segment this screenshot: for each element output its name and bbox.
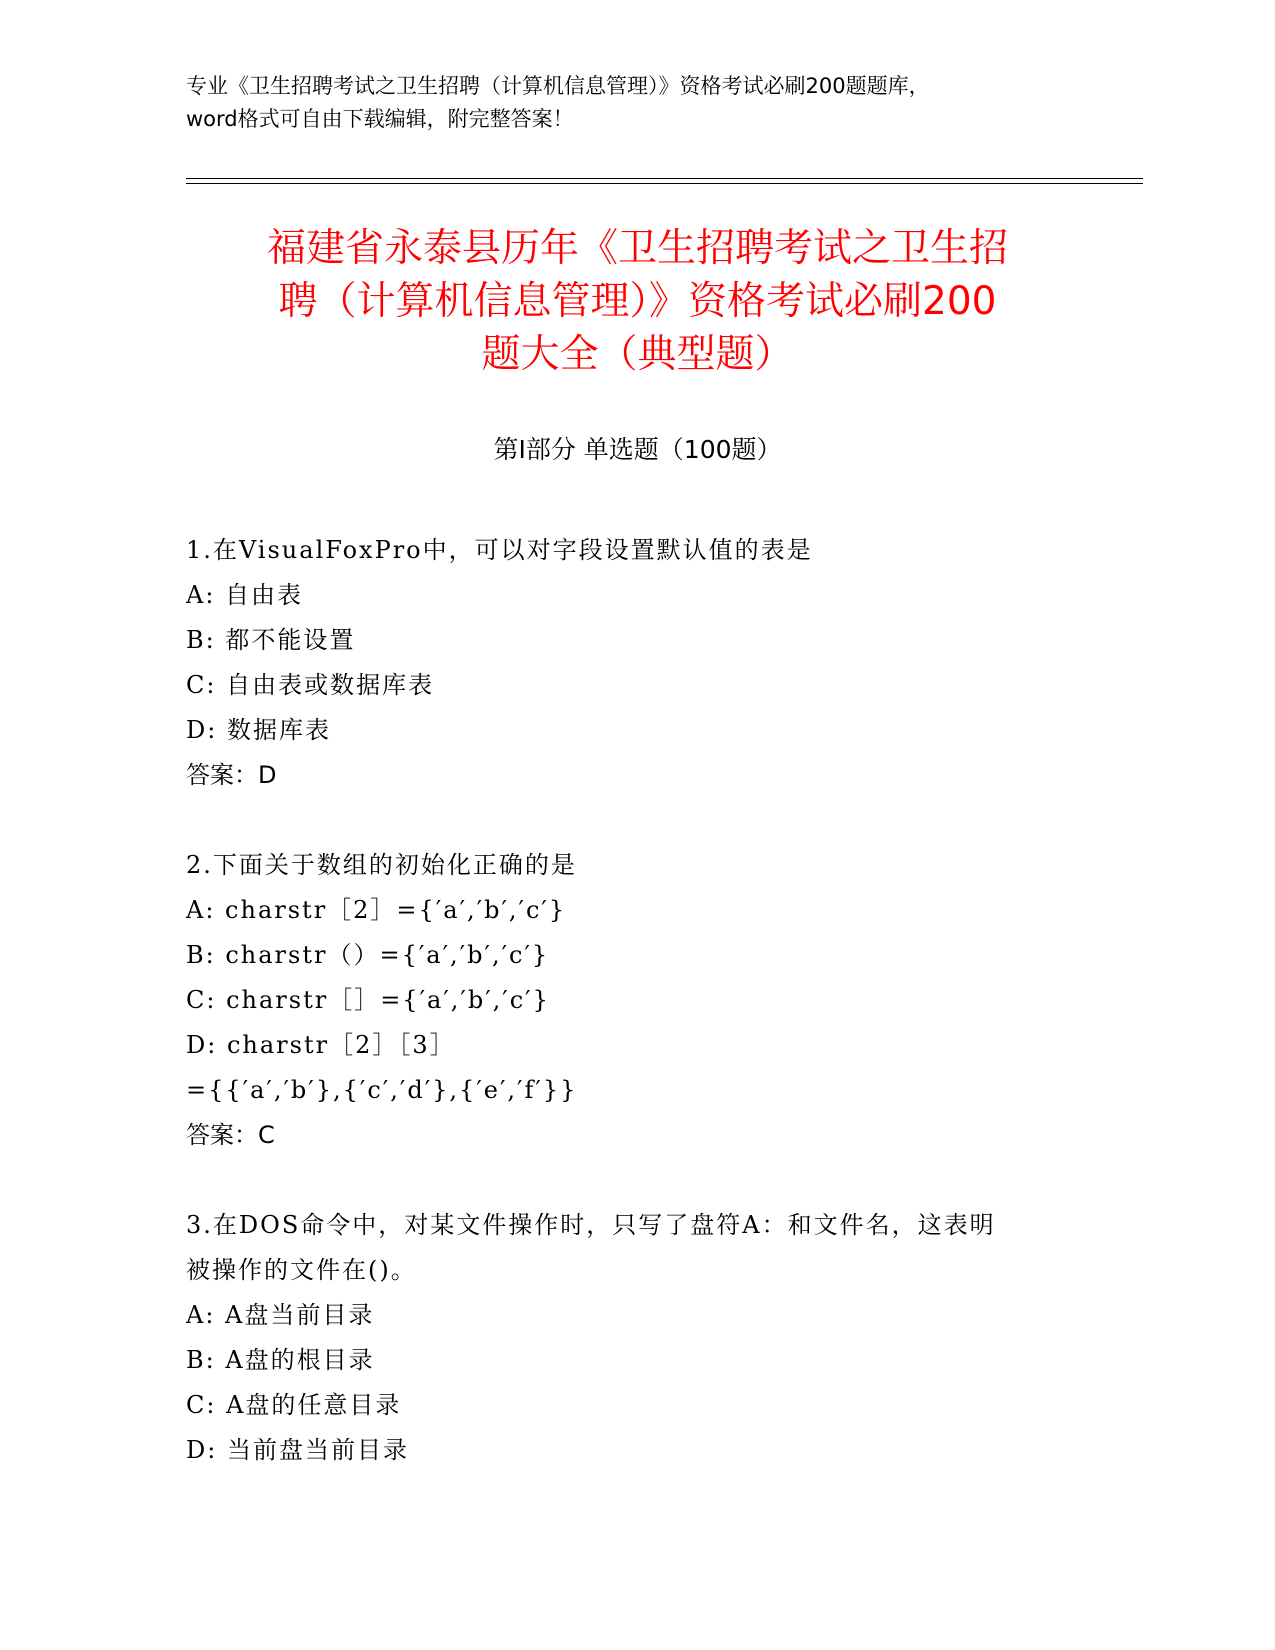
title-line-1: 福建省永泰县历年《卫生招聘考试之卫生招 <box>266 226 1008 271</box>
question-list <box>186 528 1086 1518</box>
option-c: C: 自由表或数据库表 <box>186 671 435 699</box>
header-line-2: word格式可自由下载编辑，附完整答案！ <box>186 107 574 131</box>
option-d-continued: ={{′a′,′b′},{′c′,′d′},{′e′,′f′}} <box>186 1076 578 1104</box>
question-stem: 2.下面关于数组的初始化正确的是 <box>186 851 577 879</box>
section-heading: 第Ⅰ部分 单选题（100题） <box>493 435 782 464</box>
question-1 <box>186 528 1086 798</box>
answer: 答案：D <box>186 761 277 789</box>
question-2 <box>186 843 1086 1158</box>
option-c: C: charstr［］={′a′,′b′,′c′} <box>186 986 550 1014</box>
answer: 答案：C <box>186 1121 275 1149</box>
option-a: A: A盘当前目录 <box>186 1301 375 1329</box>
header-divider-top <box>186 178 1143 179</box>
title-line-3: 题大全（典型题） <box>481 332 794 377</box>
option-d: D: 当前盘当前目录 <box>186 1436 409 1464</box>
option-a: A: 自由表 <box>186 581 304 609</box>
option-d: D: 数据库表 <box>186 716 331 744</box>
question-3 <box>186 1203 1086 1473</box>
title-line-2: 聘（计算机信息管理）》资格考试必刷200 <box>278 279 997 324</box>
option-b: B: 都不能设置 <box>186 626 356 654</box>
question-stem: 1.在VisualFoxPro中，可以对字段设置默认值的表是 <box>186 536 813 564</box>
option-d: D: charstr［2］［3］ <box>186 1031 456 1059</box>
option-b: B: A盘的根目录 <box>186 1346 375 1374</box>
header-line-1: 专业《卫生招聘考试之卫生招聘（计算机信息管理）》资格考试必刷200题题库， <box>186 74 930 98</box>
question-stem-continued: 被操作的文件在()。 <box>186 1256 417 1284</box>
option-c: C: A盘的任意目录 <box>186 1391 402 1419</box>
option-a: A: charstr［2］={′a′,′b′,′c′} <box>186 896 567 924</box>
document-title <box>160 222 1115 381</box>
question-stem: 3.在DOS命令中，对某文件操作时，只写了盘符A：和文件名，这表明 <box>186 1211 996 1239</box>
header-divider-bottom <box>186 183 1143 184</box>
option-b: B: charstr（）={′a′,′b′,′c′} <box>186 941 550 969</box>
document-header <box>186 70 1086 136</box>
